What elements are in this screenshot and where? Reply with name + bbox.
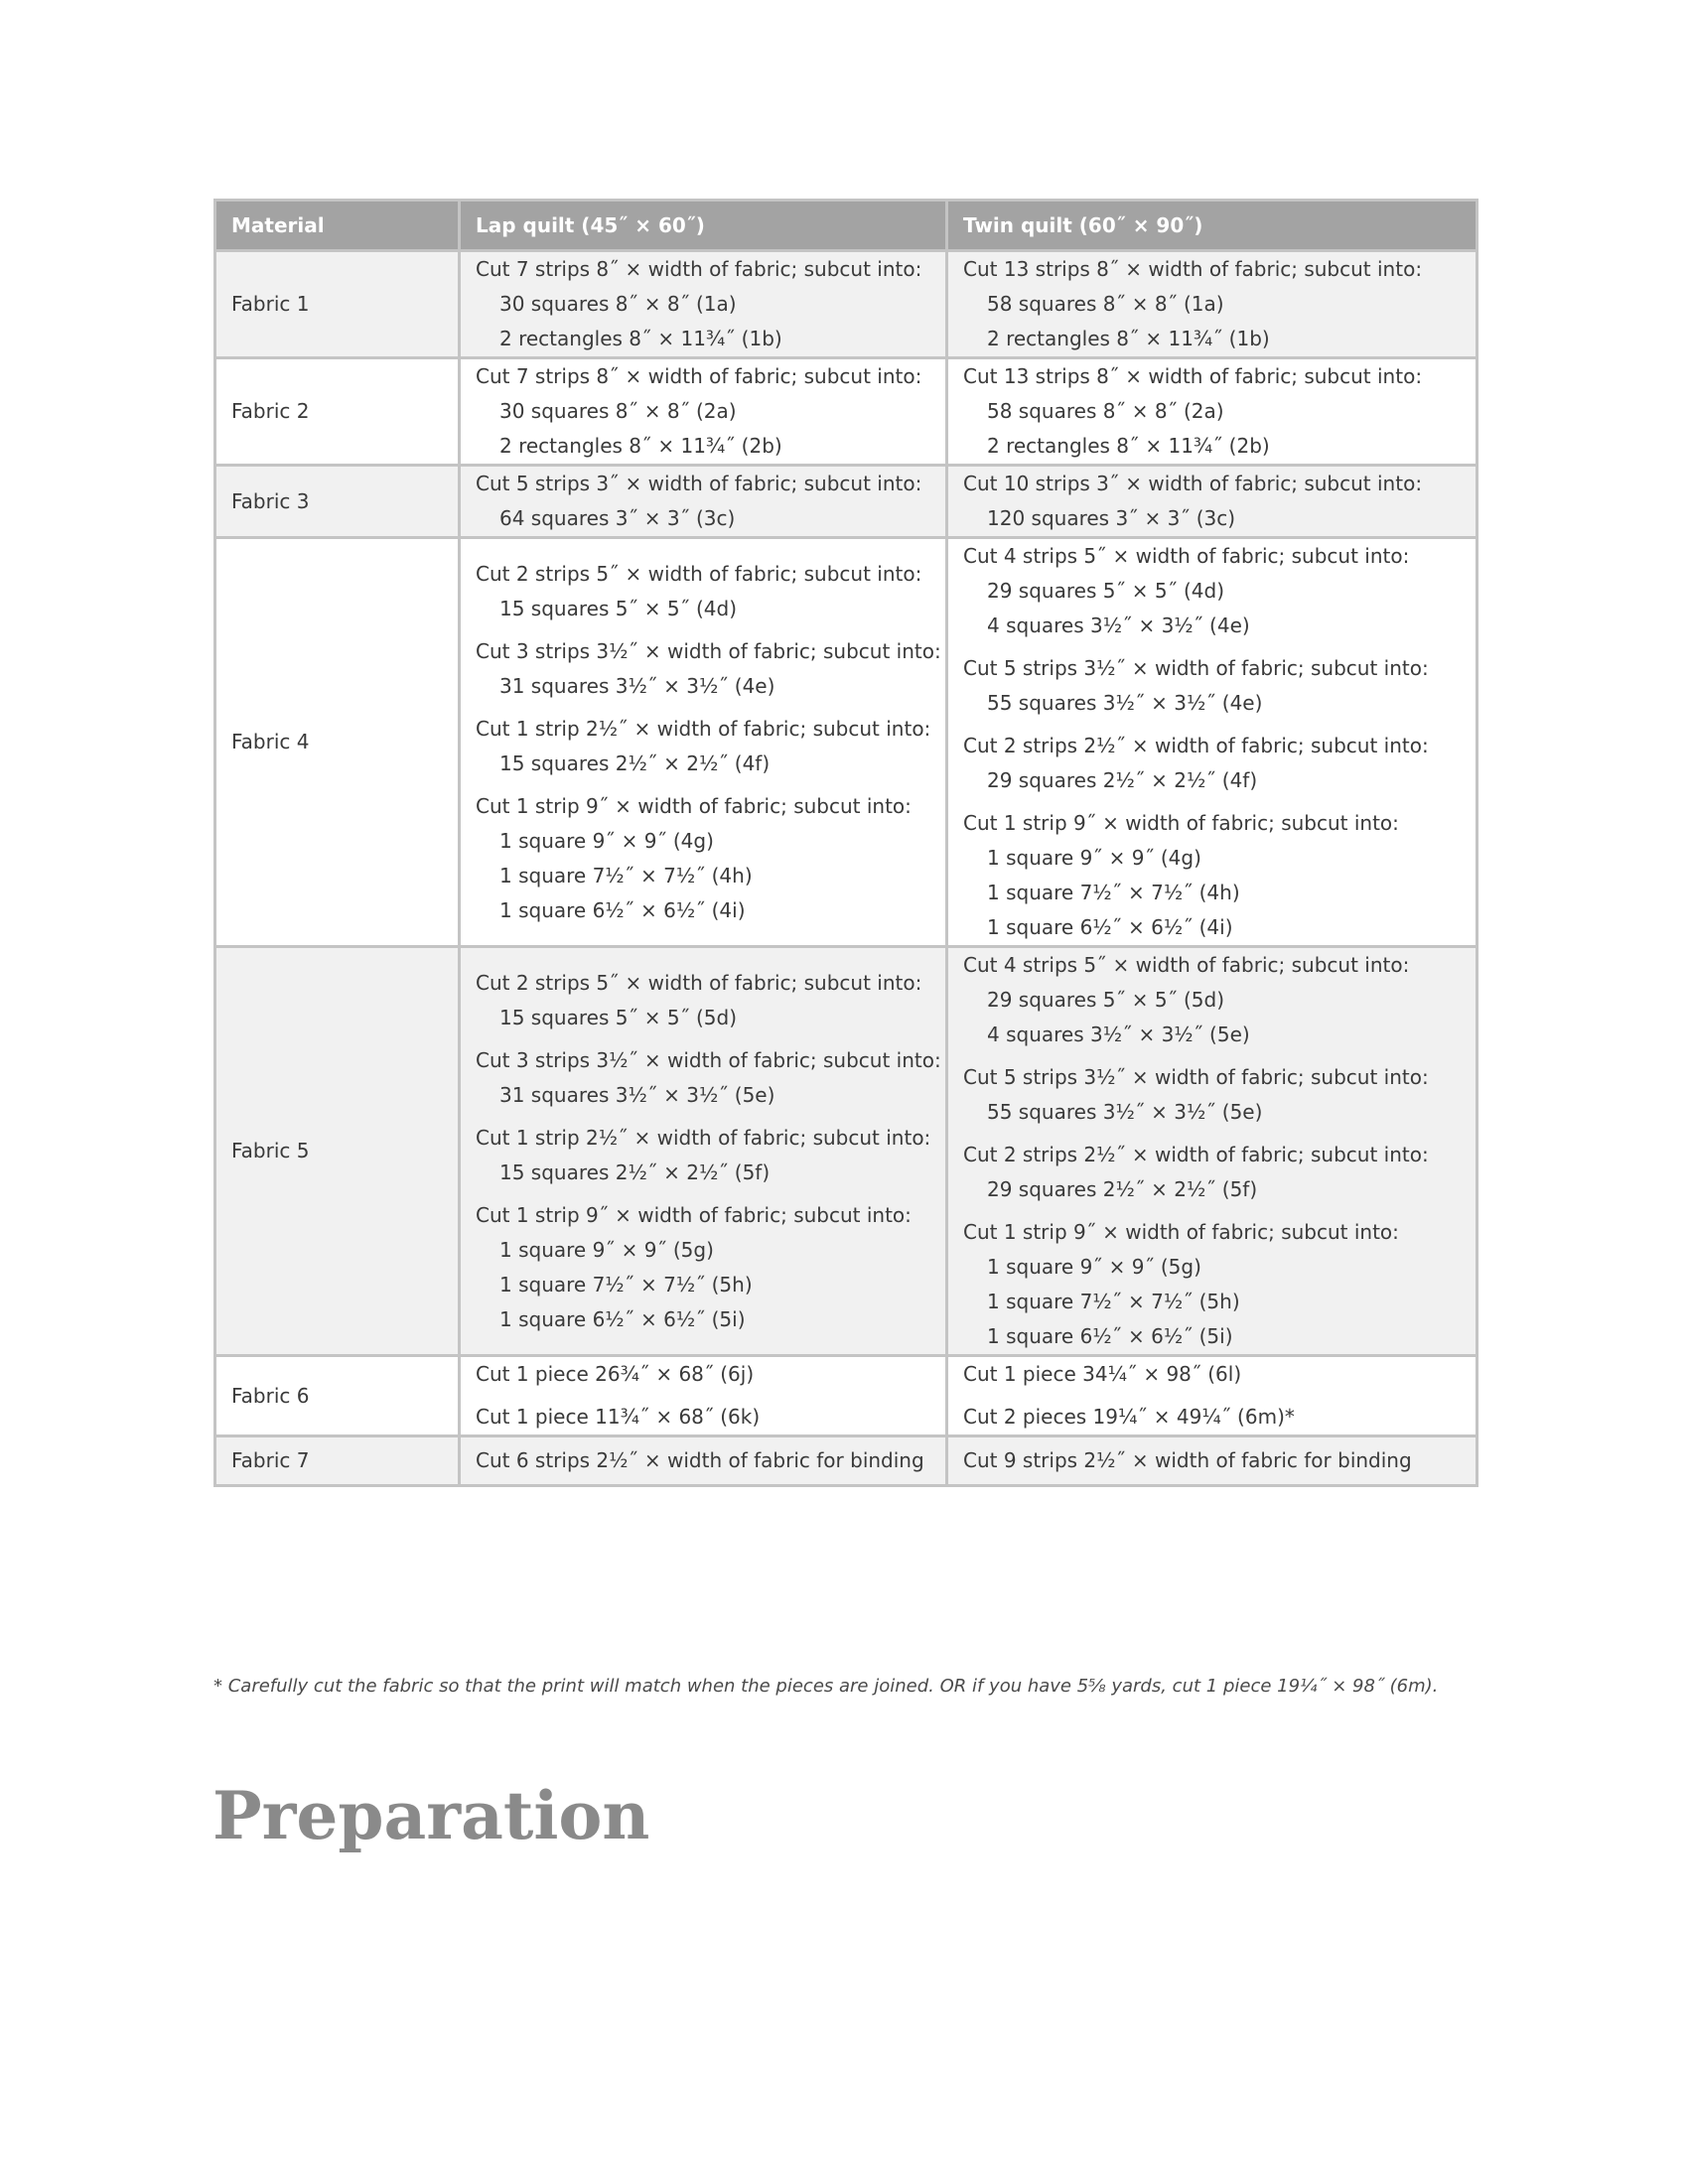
subcut-line: 4 squares 3½˝ × 3½˝ (4e) (987, 614, 1250, 637)
cut-instruction: Cut 5 strips 3˝ × width of fabric; subcut into: (476, 472, 922, 495)
subcut-line: 29 squares 2½˝ × 2½˝ (4f) (987, 768, 1258, 792)
subcut-line: 2 rectangles 8˝ × 11¾˝ (1b) (499, 327, 782, 350)
header-material: Material (215, 201, 460, 251)
cut-group (963, 806, 1466, 945)
material-cell: Fabric 6 (215, 1356, 460, 1436)
cut-instruction: Cut 7 strips 8˝ × width of fabric; subcut into: (476, 364, 922, 388)
subcut-line: 29 squares 5˝ × 5˝ (5d) (987, 988, 1225, 1012)
subcut-line: 30 squares 8˝ × 8˝ (1a) (499, 292, 737, 316)
cut-group (963, 467, 1466, 536)
cut-group (476, 557, 935, 626)
cut-group (476, 1357, 935, 1392)
cut-instruction: Cut 2 strips 2½˝ × width of fabric; subcut into: (963, 1143, 1429, 1166)
subcut-line: 29 squares 5˝ × 5˝ (4d) (987, 579, 1225, 603)
cut-group (963, 729, 1466, 798)
cut-instruction: Cut 2 pieces 19¼˝ × 49¼˝ (6m)* (963, 1405, 1295, 1429)
cut-group (476, 789, 935, 928)
cut-group (476, 1198, 935, 1337)
cut-instruction: Cut 4 strips 5˝ × width of fabric; subcut into: (963, 544, 1410, 568)
lap-quilt-cell (460, 947, 947, 1356)
lap-quilt-cell (460, 251, 947, 358)
cut-instruction: Cut 2 strips 5˝ × width of fabric; subcut into: (476, 561, 922, 586)
cut-group (963, 359, 1466, 464)
subcut-line: 1 square 7½˝ × 7½˝ (4h) (987, 881, 1240, 904)
subcut-line: 29 squares 2½˝ × 2½˝ (5f) (987, 1177, 1258, 1201)
subcut-line: 1 square 6½˝ × 6½˝ (4i) (499, 897, 746, 922)
subcut-line: 1 square 9˝ × 9˝ (5g) (987, 1255, 1201, 1279)
subcut-line: 64 squares 3˝ × 3˝ (3c) (499, 506, 736, 530)
subcut-line: 2 rectangles 8˝ × 11¾˝ (1b) (987, 327, 1270, 350)
cut-group (963, 1060, 1466, 1130)
twin-quilt-cell (947, 947, 1477, 1356)
lap-quilt-cell (460, 1356, 947, 1436)
cut-instruction: Cut 1 strip 9˝ × width of fabric; subcut into: (476, 1202, 912, 1227)
twin-quilt-cell (947, 251, 1477, 358)
subcut-line: 1 square 9˝ × 9˝ (5g) (499, 1237, 714, 1262)
subcut-line: 1 square 6½˝ × 6½˝ (4i) (987, 915, 1233, 939)
twin-quilt-cell (947, 1356, 1477, 1436)
subcut-line: 1 square 6½˝ × 6½˝ (5i) (987, 1324, 1233, 1348)
table-row (215, 466, 1477, 538)
subcut-line: 4 squares 3½˝ × 3½˝ (5e) (987, 1023, 1250, 1046)
table-row (215, 1356, 1477, 1436)
cut-group (476, 634, 941, 704)
lap-quilt-cell (460, 538, 947, 947)
twin-quilt-cell (947, 466, 1477, 538)
cut-instruction: Cut 1 strip 9˝ × width of fabric; subcut into: (963, 811, 1399, 835)
table-row (215, 538, 1477, 947)
cut-instruction: Cut 7 strips 8˝ × width of fabric; subcut into: (476, 257, 922, 281)
cut-instruction: Cut 1 strip 9˝ × width of fabric; subcut into: (963, 1220, 1399, 1244)
cut-group (963, 651, 1466, 721)
cut-instruction: Cut 1 strip 9˝ × width of fabric; subcut into: (476, 793, 912, 818)
cut-group (963, 252, 1466, 356)
twin-quilt-cell (947, 538, 1477, 947)
subcut-line: 30 squares 8˝ × 8˝ (2a) (499, 399, 737, 423)
subcut-line: 1 square 9˝ × 9˝ (4g) (987, 846, 1201, 870)
twin-quilt-cell (947, 358, 1477, 466)
cut-group (476, 1043, 941, 1113)
subcut-line: 2 rectangles 8˝ × 11¾˝ (2b) (987, 434, 1270, 458)
cut-instruction: Cut 2 strips 2½˝ × width of fabric; subcut into: (963, 734, 1429, 757)
section-heading: Preparation (212, 1777, 650, 1854)
cut-group (963, 1400, 1466, 1434)
subcut-line: 31 squares 3½˝ × 3½˝ (5e) (499, 1082, 775, 1107)
table-row (215, 1436, 1477, 1486)
subcut-line: 1 square 9˝ × 9˝ (4g) (499, 828, 714, 853)
cut-group (963, 1357, 1466, 1392)
lap-quilt-cell (460, 358, 947, 466)
cut-instruction: Cut 9 strips 2½˝ × width of fabric for binding (963, 1448, 1412, 1472)
subcut-line: 15 squares 2½˝ × 2½˝ (5f) (499, 1160, 771, 1184)
cut-instruction: Cut 1 strip 2½˝ × width of fabric; subcut into: (476, 716, 931, 741)
subcut-line: 1 square 6½˝ × 6½˝ (5i) (499, 1306, 746, 1331)
subcut-line: 15 squares 5˝ × 5˝ (5d) (499, 1005, 738, 1029)
footnote: * Carefully cut the fabric so that the print will match when the pieces are joined. OR if you have 5⅝ yards, cut 1 piece 19¼˝ × 98˝ (6m). (213, 1676, 1439, 1697)
cut-instruction: Cut 3 strips 3½˝ × width of fabric; subcut into: (476, 638, 941, 663)
material-cell: Fabric 1 (215, 251, 460, 358)
cut-instruction: Cut 1 piece 11¾˝ × 68˝ (6k) (476, 1405, 761, 1429)
subcut-line: 120 squares 3˝ × 3˝ (3c) (987, 506, 1236, 530)
subcut-line: 15 squares 5˝ × 5˝ (4d) (499, 596, 738, 620)
cutting-table (213, 199, 1478, 1487)
material-cell: Fabric 5 (215, 947, 460, 1356)
cut-group (476, 712, 935, 781)
subcut-line: 2 rectangles 8˝ × 11¾˝ (2b) (499, 434, 782, 458)
cut-group (963, 1443, 1466, 1478)
cut-group (476, 1443, 935, 1478)
subcut-line: 58 squares 8˝ × 8˝ (1a) (987, 292, 1224, 316)
subcut-line: 1 square 7½˝ × 7½˝ (5h) (987, 1290, 1240, 1313)
cut-group (476, 252, 935, 356)
cut-instruction: Cut 4 strips 5˝ × width of fabric; subcut into: (963, 953, 1410, 977)
cut-instruction: Cut 13 strips 8˝ × width of fabric; subcut into: (963, 257, 1423, 281)
subcut-line: 1 square 7½˝ × 7½˝ (5h) (499, 1272, 753, 1297)
header-twin-quilt: Twin quilt (60˝ × 90˝) (947, 201, 1477, 251)
cut-instruction: Cut 6 strips 2½˝ × width of fabric for binding (476, 1448, 924, 1472)
lap-quilt-cell (460, 1436, 947, 1486)
cut-instruction: Cut 1 piece 26¾˝ × 68˝ (6j) (476, 1362, 755, 1386)
cut-instruction: Cut 2 strips 5˝ × width of fabric; subcut into: (476, 970, 922, 995)
material-cell: Fabric 3 (215, 466, 460, 538)
subcut-line: 31 squares 3½˝ × 3½˝ (4e) (499, 673, 775, 698)
cut-group (476, 467, 935, 536)
cut-instruction: Cut 5 strips 3½˝ × width of fabric; subcut into: (963, 656, 1429, 680)
material-cell: Fabric 7 (215, 1436, 460, 1486)
subcut-line: 55 squares 3½˝ × 3½˝ (4e) (987, 691, 1263, 715)
cut-group (963, 1215, 1466, 1354)
subcut-line: 1 square 7½˝ × 7½˝ (4h) (499, 863, 753, 887)
cut-group (476, 966, 935, 1035)
cut-instruction: Cut 5 strips 3½˝ × width of fabric; subcut into: (963, 1065, 1429, 1089)
table-row (215, 251, 1477, 358)
subcut-line: 15 squares 2½˝ × 2½˝ (4f) (499, 751, 771, 775)
subcut-line: 58 squares 8˝ × 8˝ (2a) (987, 399, 1224, 423)
cut-group (476, 1121, 935, 1190)
cut-group (963, 948, 1466, 1052)
table-header-row (215, 201, 1477, 251)
cut-instruction: Cut 3 strips 3½˝ × width of fabric; subcut into: (476, 1047, 941, 1072)
table-row (215, 947, 1477, 1356)
cut-instruction: Cut 13 strips 8˝ × width of fabric; subcut into: (963, 364, 1423, 388)
cut-instruction: Cut 10 strips 3˝ × width of fabric; subcut into: (963, 472, 1423, 495)
cut-group (476, 1400, 935, 1434)
cut-instruction: Cut 1 piece 34¼˝ × 98˝ (6l) (963, 1362, 1242, 1386)
cut-group (476, 359, 935, 464)
material-cell: Fabric 4 (215, 538, 460, 947)
twin-quilt-cell (947, 1436, 1477, 1486)
cut-group (963, 1138, 1466, 1207)
subcut-line: 55 squares 3½˝ × 3½˝ (5e) (987, 1100, 1263, 1124)
material-cell: Fabric 2 (215, 358, 460, 466)
table-row (215, 358, 1477, 466)
lap-quilt-cell (460, 466, 947, 538)
cut-instruction: Cut 1 strip 2½˝ × width of fabric; subcut into: (476, 1125, 931, 1150)
cut-group (963, 539, 1466, 643)
header-lap-quilt: Lap quilt (45˝ × 60˝) (460, 201, 947, 251)
